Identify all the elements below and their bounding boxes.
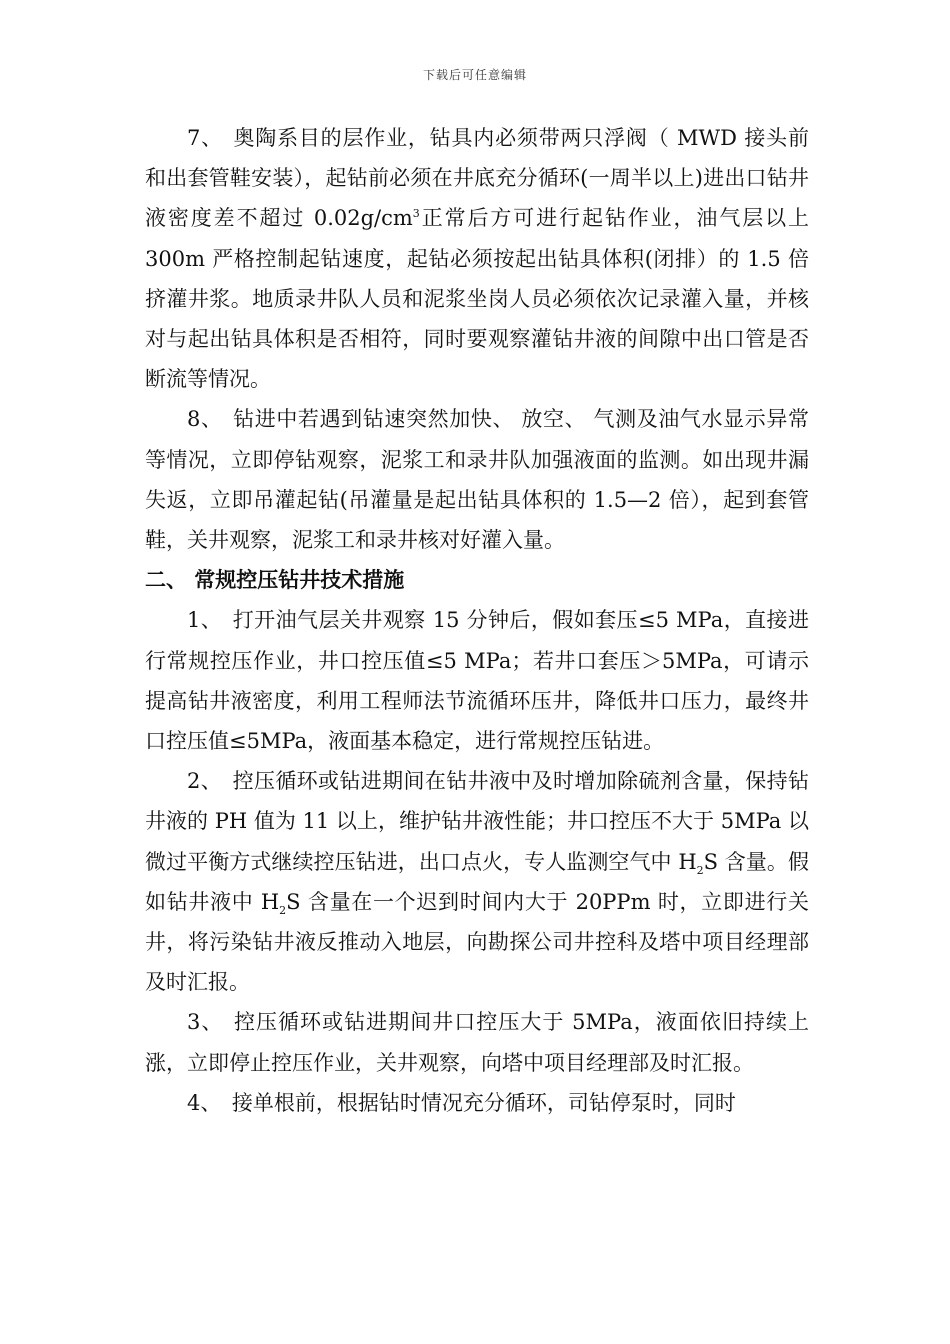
- paragraph-text: 钻进中若遇到钻速突然加快、 放空、 气测及油气水显示异常等情况，立即停钻观察，泥浆工和录井队加强液面的监测。如出现井漏失返，立即吊灌起钻(吊灌量是起出钻具体积的 1.5—2 倍），起到套管鞋，关井观察，泥浆工和录井核对好灌入量。: [145, 407, 809, 553]
- paragraph-text: 控压循环或钻进期间在钻井液中及时增加除硫剂含量，保持钻井液的 PH 值为 11 以上，维护钻井液性能；井口控压不大于 5MPa 以微过平衡方式继续控压钻进，出口点火，专人监测空气中 H: [145, 769, 809, 874]
- paragraph-text: 打开油气层关井观察 15 分钟后，假如套压≤5 MPa，直接进行常规控压作业，井口控压值≤5 MPa；若井口套压＞5MPa，可请示提高钻井液密度，利用工程师法节流循环压井，降低井口压力，最终井口控压值≤5MPa，液面基本稳定，进行常规控压钻进。: [145, 608, 809, 754]
- section-paragraph-1: [145, 600, 809, 761]
- item-number: 2、: [187, 769, 223, 794]
- superscript: 3: [412, 207, 420, 221]
- item-number: 7、: [187, 126, 223, 150]
- item-number: 1、: [187, 608, 223, 633]
- paragraph-8: [145, 399, 809, 560]
- paragraph-text: S 含量。假如钻井液中 H: [145, 849, 809, 914]
- section-heading: 二、 常规控压钻井技术措施: [145, 568, 405, 593]
- document-body: [145, 118, 816, 1123]
- subscript: 2: [279, 904, 287, 918]
- paragraph-text: 控压循环或钻进期间井口控压大于 5MPa，液面依旧持续上涨，立即停止控压作业，关井观察，向塔中项目经理部及时汇报。: [145, 1010, 809, 1075]
- paragraph-text: 接单根前，根据钻时情况充分循环，司钻停泵时，同时: [231, 1090, 736, 1115]
- item-number: 4、: [187, 1090, 222, 1115]
- section-paragraph-2: [145, 761, 809, 1002]
- page-header: 下载后可任意编辑: [422, 68, 527, 82]
- paragraph-text: S 含量在一个迟到时间内大于 20PPm 时，立即进行关井，将污染钻井液反推动入地层，向勘探公司井控科及塔中项目经理部及时汇报。: [145, 889, 809, 995]
- section-paragraph-3: [145, 1002, 809, 1082]
- subscript: 2: [696, 863, 704, 877]
- item-number: 8、: [187, 407, 223, 432]
- section-paragraph-4: [145, 1083, 809, 1123]
- paragraph-text: 奥陶系目的层作业，钻具内必须带两只浮阀（ MWD 接头前和出套管鞋安装），起钻前必须在井底充分循环(一周半以上)进出口钻井液密度差不超过 0.02g/cm: [145, 126, 809, 231]
- paragraph-text: 正常后方可进行起钻作业，油气层以上 300m 严格控制起钻速度，起钻必须按起出钻具体积(闭排）的 1.5 倍挤灌井浆。地质录井队人员和泥浆坐岗人员必须依次记录灌入量，并核对与起出钻具体积是否相符，同时要观察灌钻井液的间隙中出口管是否断流等情况。: [145, 206, 816, 392]
- item-number: 3、: [187, 1010, 224, 1035]
- paragraph-7: [145, 118, 816, 399]
